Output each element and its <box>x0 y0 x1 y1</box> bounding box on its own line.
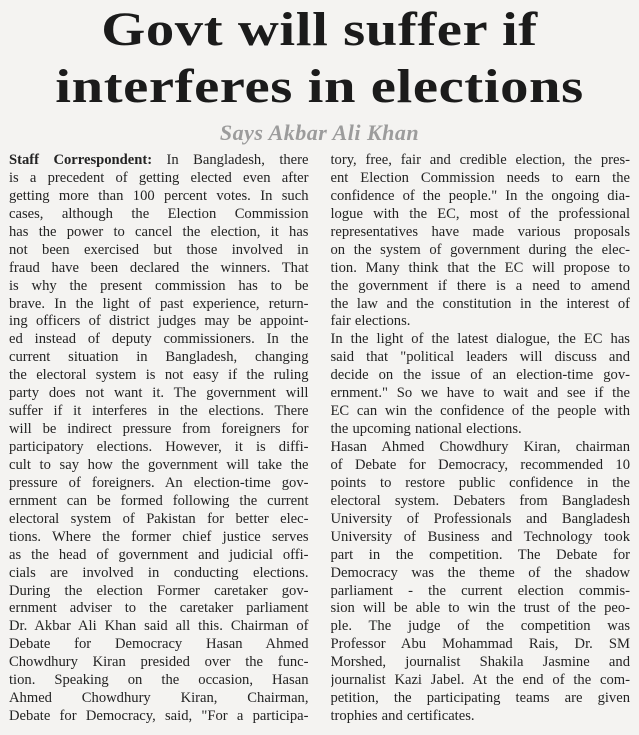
body-line: electoral system of Pakistan for better elec- <box>9 510 309 527</box>
body-line: is why the present commission has to be <box>9 277 309 294</box>
article-column-right <box>331 152 631 726</box>
body-line: In the light of the latest dialogue, the EC has <box>330 331 630 348</box>
body-line: confidence of the people." In the ongoing dia- <box>330 187 630 204</box>
body-line: University of Professionals and Bangladesh <box>330 510 630 527</box>
body-line: has the power to cancel the election, it has <box>9 223 309 240</box>
body-line: Debate for Democracy, said, "For a participa- <box>9 708 309 725</box>
body-line: will be indirect pressure from foreigners for <box>9 421 309 438</box>
body-line: suffer if it interferes in the elections. There <box>9 403 309 420</box>
body-line: journalist Kazi Jabel. At the end of the com- <box>330 672 630 689</box>
body-line: said that "political leaders will discuss and <box>330 349 630 366</box>
body-line: Democracy was the theme of the shadow <box>330 564 630 581</box>
body-line: decide on the issue of an election-time gov- <box>330 367 630 384</box>
body-line: pressure of foreigners. An election-time gov- <box>9 474 309 491</box>
body-line: ernment adviser to the caretaker parliament <box>9 600 309 617</box>
body-line: representatives have made various proposals <box>330 223 630 240</box>
headline-line-2: interferes in elections <box>55 60 584 113</box>
headline <box>0 1 639 115</box>
body-line: ernment can be formed following the current <box>9 492 309 509</box>
body-line: the electoral system is not easy if the ruling <box>9 367 309 384</box>
body-line: fraud have been declared the winners. That <box>9 259 309 276</box>
body-line: cases, although the Election Commission <box>9 205 309 222</box>
body-line: Hasan Ahmed Chowdhury Kiran, chairman <box>330 439 630 455</box>
body-line: cult to say how the government will take the <box>9 456 309 473</box>
body-line: party does not want it. The government will <box>9 385 309 402</box>
body-line: ent Election Commission needs to earn the <box>330 169 630 186</box>
body-line: parliament - the current election commis- <box>330 582 630 599</box>
article-header <box>0 0 639 146</box>
body-line: Chowdhury Kiran presided over the func- <box>9 654 309 671</box>
body-line: the government if there is a need to amend <box>330 277 630 294</box>
body-line: is a precedent of getting elected even after <box>9 169 309 186</box>
body-line: not been exercised but those involved in <box>9 241 309 258</box>
body-line: Ahmed Chowdhury Kiran, Chairman, <box>9 690 309 707</box>
body-line: tion. Speaking on the occasion, Hasan <box>9 672 309 689</box>
body-line: During the election Former caretaker gov- <box>9 582 309 599</box>
body-line: logue with the EC, most of the professional <box>330 205 630 222</box>
body-line: as the head of government and judicial offi- <box>9 546 309 563</box>
body-line: tions. Where the former chief justice serves <box>9 528 309 545</box>
body-line: points to restore public confidence in the <box>330 474 630 491</box>
body-line: tion. Many think that the EC will propose to <box>330 259 630 276</box>
body-line: tory, free, fair and credible election, the pres- <box>330 152 630 168</box>
subheadline: Says Akbar Ali Khan <box>219 120 420 145</box>
body-line: current situation in Bangladesh, changing <box>9 349 309 366</box>
article-column-left <box>9 152 309 726</box>
body-line: EC can win the confidence of the people with <box>330 403 630 420</box>
body-line: ed instead of deputy commissioners. In the <box>9 331 309 348</box>
body-line: participatory elections. However, it is diffi- <box>9 439 309 455</box>
body-line: ple. The judge of the competition was <box>330 618 630 635</box>
body-line: fair elections. <box>330 313 411 330</box>
body-line: part in the competition. The Debate for <box>330 546 630 563</box>
body-line: on the system of government during the elec- <box>330 241 630 258</box>
headline-line-1: Govt will suffer if <box>101 3 538 56</box>
body-line: ernment." So we have to wait and see if the <box>330 385 630 402</box>
body-line: University of Business and Technology took <box>330 528 630 545</box>
body-line: Dr. Akbar Ali Khan said all this. Chairman of <box>9 618 309 635</box>
body-line: Debate for Democracy Hasan Ahmed <box>9 636 309 653</box>
body-line: of Debate for Democracy, recommended 10 <box>330 456 630 473</box>
body-line: ing officers of district judges may be appoint- <box>9 313 309 330</box>
body-line: petition, the participating teams are given <box>330 690 630 707</box>
body-line: cials are involved in conducting elections. <box>9 564 309 581</box>
body-line: Morshed, journalist Shakila Jasmine and <box>330 654 630 671</box>
byline-label: Staff Correspondent: <box>9 152 153 168</box>
body-line: the upcoming national elections. <box>330 421 522 438</box>
body-line: Staff Correspondent: In Bangladesh, there <box>9 152 309 168</box>
body-line: Professor Abu Mohammad Rais, Dr. SM <box>330 636 630 653</box>
body-line: trophies and certificates. <box>330 708 475 725</box>
article-body <box>0 152 639 726</box>
body-line: brave. In the light of past experience, return- <box>9 295 309 312</box>
body-line: electoral system. Debaters from Bangladesh <box>330 492 630 509</box>
body-line: the law and the constitution in the interest of <box>330 295 630 312</box>
body-line: sion will be able to win the trust of the peo- <box>330 600 630 617</box>
body-line: getting more than 100 percent votes. In such <box>9 187 309 204</box>
